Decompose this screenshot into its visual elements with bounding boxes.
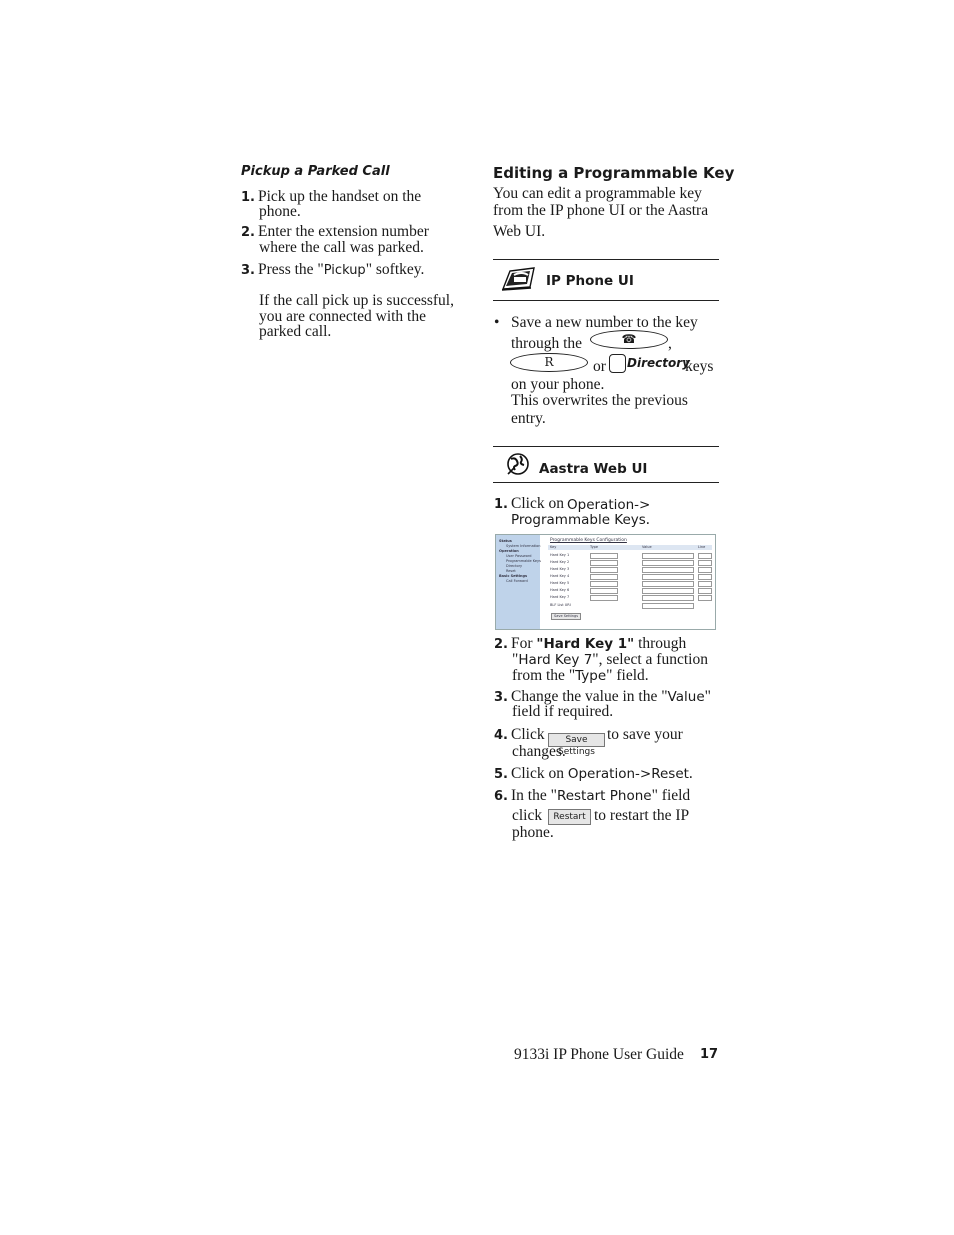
sidebar-item: Status — [499, 539, 512, 543]
screenshot-title: Programmable Keys Configuration — [550, 538, 627, 543]
step-text: Press the "Pickup" softkey. — [258, 261, 425, 278]
bullet-text: on your phone. — [511, 376, 605, 393]
step-text: phone. — [512, 824, 554, 841]
step-text: For "Hard Key 1" through — [511, 635, 687, 652]
step-text: phone. — [259, 203, 301, 220]
step-text: Programmable Keys. — [511, 511, 650, 528]
column-header: Value — [642, 545, 652, 549]
sidebar-item: Directory — [506, 564, 523, 568]
screenshot-sidebar — [496, 535, 540, 629]
web-ui-screenshot — [495, 534, 716, 630]
step-text: to restart the IP — [594, 807, 690, 824]
step-text: Click on — [511, 495, 564, 512]
screenshot-row: Hard Key 4 — [550, 574, 710, 579]
globe-icon — [506, 452, 530, 480]
divider — [493, 259, 719, 260]
column-header: Type — [590, 545, 599, 549]
intro-text: You can edit a programmable key — [493, 185, 702, 202]
step-number: 6. — [494, 789, 508, 804]
sidebar-item: Call Forward — [506, 579, 528, 583]
bullet-text: , — [668, 335, 672, 352]
step-number: 1. — [494, 497, 508, 512]
screenshot-row: Hard Key 3 — [550, 567, 710, 572]
screenshot-save-button: Save Settings — [551, 613, 581, 620]
redial-key — [510, 353, 588, 372]
step-number: 4. — [494, 728, 508, 743]
sidebar-item: Basic Settings — [499, 574, 528, 578]
restart-button[interactable]: Restart — [548, 809, 591, 825]
sidebar-item: Operation — [499, 549, 519, 553]
screenshot-row: Hard Key 2 — [550, 560, 710, 565]
footer-guide-title: 9133i IP Phone User Guide — [514, 1046, 684, 1063]
save-settings-button[interactable]: Save Settings — [548, 733, 605, 747]
step-number: 3. — [241, 263, 255, 278]
bullet-text: entry. — [511, 410, 546, 427]
bullet-text: Save a new number to the key — [511, 314, 698, 331]
step-number: 2. — [241, 225, 255, 240]
right-heading: Editing a Programmable Key — [493, 164, 735, 182]
phone-key — [590, 330, 668, 349]
step-number: 5. — [494, 767, 508, 782]
step-text: Change the value in the "Value" — [511, 688, 711, 705]
phone-icon: ☎ — [621, 332, 637, 346]
step-text: Click — [511, 726, 545, 743]
bullet: • — [494, 314, 500, 331]
bullet-text: This overwrites the previous — [511, 392, 688, 409]
note-text: parked call. — [259, 323, 332, 340]
screenshot-row: BLF List URI — [550, 603, 710, 608]
bullet-text: or — [593, 358, 606, 375]
ip-phone-ui-title: IP Phone UI — [546, 273, 634, 289]
step-bold: Operation-> — [567, 497, 651, 513]
step-number: 3. — [494, 690, 508, 705]
column-header: Line — [698, 545, 706, 549]
step-text: from the "Type" field. — [512, 667, 649, 684]
step-text: to save your — [607, 726, 683, 743]
step-text: Enter the extension number — [258, 223, 429, 240]
divider — [493, 300, 719, 301]
step-text: where the call was parked. — [259, 239, 424, 256]
redial-icon: R — [544, 355, 554, 369]
note-text: you are connected with the — [259, 308, 426, 325]
step-text: In the "Restart Phone" field — [511, 787, 691, 804]
screenshot-row: Hard Key 5 — [550, 581, 710, 586]
intro-text: Web UI. — [493, 223, 546, 240]
screenshot-row: Hard Key 7 — [550, 595, 710, 600]
bullet-text: keys — [685, 358, 714, 375]
sidebar-item: Reset — [506, 569, 516, 573]
screenshot-row: Hard Key 6 — [550, 588, 710, 593]
sidebar-item: System Information — [506, 544, 541, 548]
step-text: "Hard Key 7", select a function — [512, 651, 708, 668]
step-number: 2. — [494, 637, 508, 652]
step-text: changes. — [512, 743, 566, 760]
sidebar-item: Programmable Keys — [506, 559, 541, 563]
page-number: 17 — [700, 1047, 719, 1062]
column-header: Key — [550, 545, 557, 549]
divider — [493, 446, 719, 447]
left-heading: Pickup a Parked Call — [241, 164, 390, 179]
sidebar-item: User Password — [506, 554, 532, 558]
bullet-text: through the — [511, 335, 583, 352]
divider — [493, 482, 719, 483]
screenshot-header — [548, 545, 712, 550]
step-number: 1. — [241, 190, 255, 205]
intro-text: from the IP phone UI or the Aastra — [493, 202, 709, 219]
directory-label: Directory — [627, 356, 690, 370]
ip-phone-icon — [500, 265, 538, 297]
screenshot-row: Hard Key 1 — [550, 553, 710, 558]
step-text: Pick up the handset on the — [258, 188, 422, 205]
step-text: field if required. — [512, 703, 614, 720]
step-text: Click on Operation->Reset. — [511, 765, 693, 782]
directory-key — [609, 354, 626, 373]
step-text: click — [512, 807, 543, 824]
web-ui-title: Aastra Web UI — [539, 461, 648, 477]
note-text: If the call pick up is successful, — [259, 292, 454, 309]
